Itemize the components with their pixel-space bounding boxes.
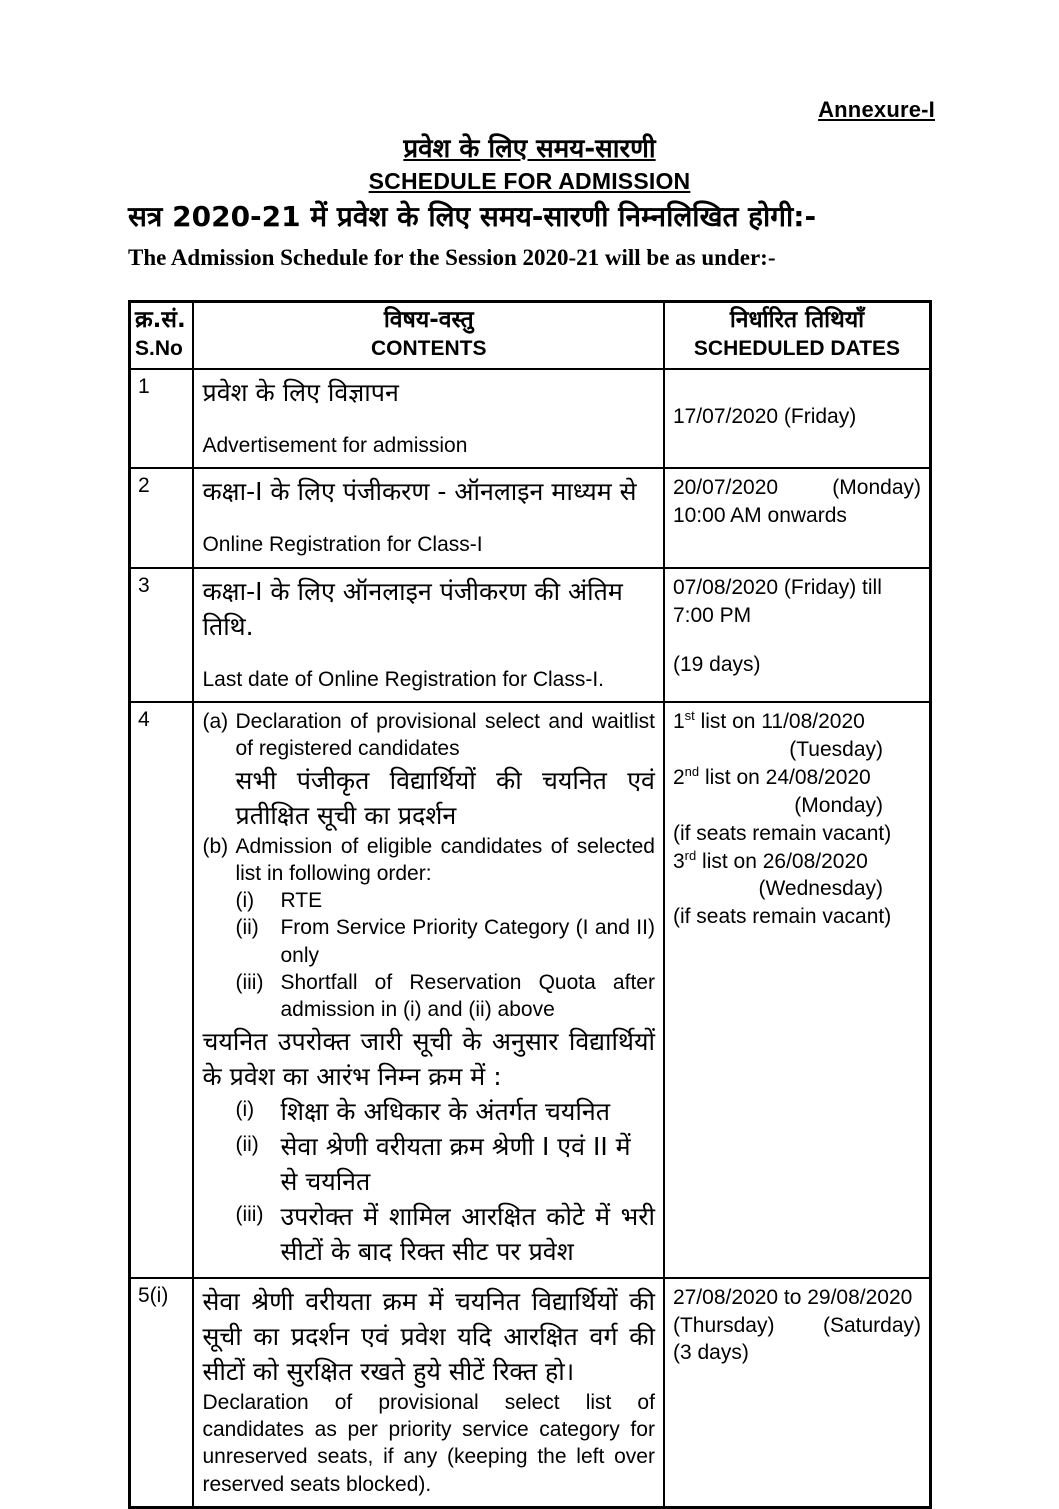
date-line: (19 days) <box>672 653 761 677</box>
page-title-hindi: प्रवेश के लिए समय-सारणी <box>403 134 656 164</box>
header-cell-dates <box>664 302 931 370</box>
blank-line <box>673 629 921 651</box>
sub-item-marker: (i) <box>235 1097 255 1121</box>
blank-line <box>202 644 654 666</box>
date-line: 27/08/2020 to 29/08/2020 <box>672 1285 913 1309</box>
date-line: 07/08/2020 (Friday) till <box>672 575 882 599</box>
item-body <box>235 708 654 833</box>
date-text: list on 26/08/2020 <box>696 849 868 873</box>
sub-list-item <box>202 1129 654 1199</box>
table-row <box>130 369 931 468</box>
sub-item-text: Shortfall of Reservation Quota after admission in (i) and (ii) above <box>280 971 655 1022</box>
labeled-item <box>202 833 654 888</box>
cell-scheduled-dates <box>664 702 931 1278</box>
cell-contents <box>193 568 663 702</box>
content-paragraph: प्रवेश के लिए विज्ञापन <box>202 378 399 408</box>
content-paragraph: Admission of eligible candidates of selected list in following order: <box>235 834 655 885</box>
date-line: (if seats remain vacant) <box>672 905 892 929</box>
header-contents-hindi: विषय-वस्तु <box>383 307 474 333</box>
date-text: 2 <box>672 765 685 789</box>
date-line: (Monday) <box>794 793 883 817</box>
date-line <box>673 474 921 502</box>
header-sno-english: S.No <box>135 336 183 360</box>
item-label: (b) <box>202 834 229 858</box>
date-text: list on 11/08/2020 <box>694 709 865 733</box>
cell-serial-number: 5(i) <box>130 1278 194 1508</box>
cell-serial-number: 3 <box>130 568 194 702</box>
content-paragraph: Declaration of provisional select list of candidates as per priority service category for unreserved seats, if any (keeping the left over reserved seats blocked). <box>202 1390 655 1496</box>
sub-item-text: From Service Priority Category (I and II) only <box>280 916 655 967</box>
sub-item-text: शिक्षा के अधिकार के अंतर्गत चयनित <box>280 1096 610 1126</box>
date-line-left: 20/07/2020 <box>672 476 779 500</box>
date-line <box>673 764 921 792</box>
cell-contents <box>193 369 663 468</box>
date-line: 7:00 PM <box>672 603 752 627</box>
cell-contents <box>193 702 663 1278</box>
sub-item-marker: (ii) <box>235 1132 259 1156</box>
sub-item-marker: (iii) <box>235 971 264 995</box>
date-line-left: (Thursday) <box>672 1313 775 1337</box>
annexure-label: Annexure-I <box>818 97 935 122</box>
content-paragraph: Declaration of provisional select and waitlist of registered candidates <box>235 709 655 761</box>
table-row <box>130 468 931 567</box>
date-line: (3 days) <box>672 1341 749 1365</box>
sub-item-text: उपरोक्त में शामिल आरक्षित कोटे में भरी सीटों के बाद रिक्त सीट पर प्रवेश <box>280 1201 655 1266</box>
sub-item-marker: (i) <box>235 889 255 913</box>
date-line <box>673 1312 921 1340</box>
sub-item-text: सेवा श्रेणी वरीयता क्रम श्रेणी I एवं II में से चयनित <box>280 1131 631 1196</box>
cell-serial-number: 4 <box>130 702 194 1278</box>
title-block <box>0 134 1059 196</box>
sub-list-item <box>202 1094 654 1129</box>
content-paragraph: Last date of Online Registration for Class-I. <box>202 667 604 691</box>
cell-scheduled-dates <box>664 568 931 702</box>
date-line: 10:00 AM onwards <box>672 504 847 528</box>
ordinal-superscript: st <box>684 707 695 723</box>
labeled-item <box>202 708 654 833</box>
header-contents-english: CONTENTS <box>370 336 487 360</box>
sub-list-item <box>202 1199 654 1269</box>
sub-list-item <box>202 969 654 1024</box>
ordinal-superscript: rd <box>684 847 697 863</box>
cell-serial-number: 1 <box>130 369 194 468</box>
header-cell-contents <box>193 302 663 370</box>
date-text: 1 <box>672 709 685 733</box>
content-paragraph: कक्षा-I के लिए ऑनलाइन पंजीकरण की अंतिम तिथि. <box>202 576 623 641</box>
header-dates-english: SCHEDULED DATES <box>693 336 901 360</box>
blank-line <box>202 410 654 432</box>
sub-list-item <box>202 914 654 969</box>
schedule-table-body <box>130 369 931 1507</box>
table-row <box>130 568 931 702</box>
intro-line-hindi: सत्र 2020-21 में प्रवेश के लिए समय-सारणी निम्नलिखित होगी:- <box>128 200 817 233</box>
content-paragraph: सेवा श्रेणी वरीयता क्रम में चयनित विद्यार्थियों की सूची का प्रदर्शन एवं प्रवेश यदि आरक्षित वर्ग की सीटों को सुरक्षित रखते हुये सीटें रिक्त हो। <box>202 1286 655 1386</box>
admission-schedule-table <box>128 300 932 1509</box>
cell-contents <box>193 468 663 567</box>
item-body <box>235 833 654 888</box>
cell-contents <box>193 1278 663 1508</box>
content-paragraph: Online Registration for Class-I <box>202 533 483 557</box>
date-line: 17/07/2020 (Friday) <box>672 405 857 429</box>
ordinal-superscript: nd <box>684 763 700 779</box>
date-line: (if seats remain vacant) <box>672 821 892 845</box>
date-text: list on 24/08/2020 <box>699 765 871 789</box>
table-row <box>130 1278 931 1508</box>
page-title-english: SCHEDULE FOR ADMISSION <box>368 168 691 195</box>
header-dates-hindi: निर्धारित तिथियाँ <box>729 307 865 333</box>
date-line <box>673 708 921 736</box>
date-line <box>673 848 921 876</box>
header-cell-sno <box>130 302 194 370</box>
content-paragraph: चयनित उपरोक्त जारी सूची के अनुसार विद्यार्थियों के प्रवेश का आरंभ निम्न क्रम में : <box>202 1026 655 1091</box>
sub-item-text: RTE <box>280 889 323 913</box>
content-paragraph: Advertisement for admission <box>202 434 468 458</box>
content-paragraph: कक्षा-I के लिए पंजीकरण - ऑनलाइन माध्यम से <box>202 477 637 507</box>
cell-scheduled-dates <box>664 468 931 567</box>
date-line: (Wednesday) <box>758 877 883 901</box>
table-row <box>130 702 931 1278</box>
date-line-right: (Saturday) <box>822 1313 921 1337</box>
content-paragraph: सभी पंजीकृत विद्यार्थियों की चयनित एवं प्रतीक्षित सूची का प्रदर्शन <box>235 765 655 830</box>
item-label: (a) <box>202 709 229 733</box>
date-text: 3 <box>672 849 685 873</box>
date-line: (Tuesday) <box>789 737 883 761</box>
table-header <box>130 302 931 370</box>
intro-line-english: The Admission Schedule for the Session 2020-21 will be as under:- <box>128 245 776 270</box>
blank-line <box>202 509 654 531</box>
date-line-right: (Monday) <box>832 476 921 500</box>
sub-list-item <box>202 887 654 914</box>
cell-serial-number: 2 <box>130 468 194 567</box>
header-sno-hindi: क्र.सं. <box>135 307 186 333</box>
cell-scheduled-dates <box>664 1278 931 1508</box>
sub-item-marker: (ii) <box>235 916 259 940</box>
header-row <box>130 302 931 370</box>
sub-item-marker: (iii) <box>235 1202 264 1226</box>
cell-scheduled-dates <box>664 369 931 468</box>
